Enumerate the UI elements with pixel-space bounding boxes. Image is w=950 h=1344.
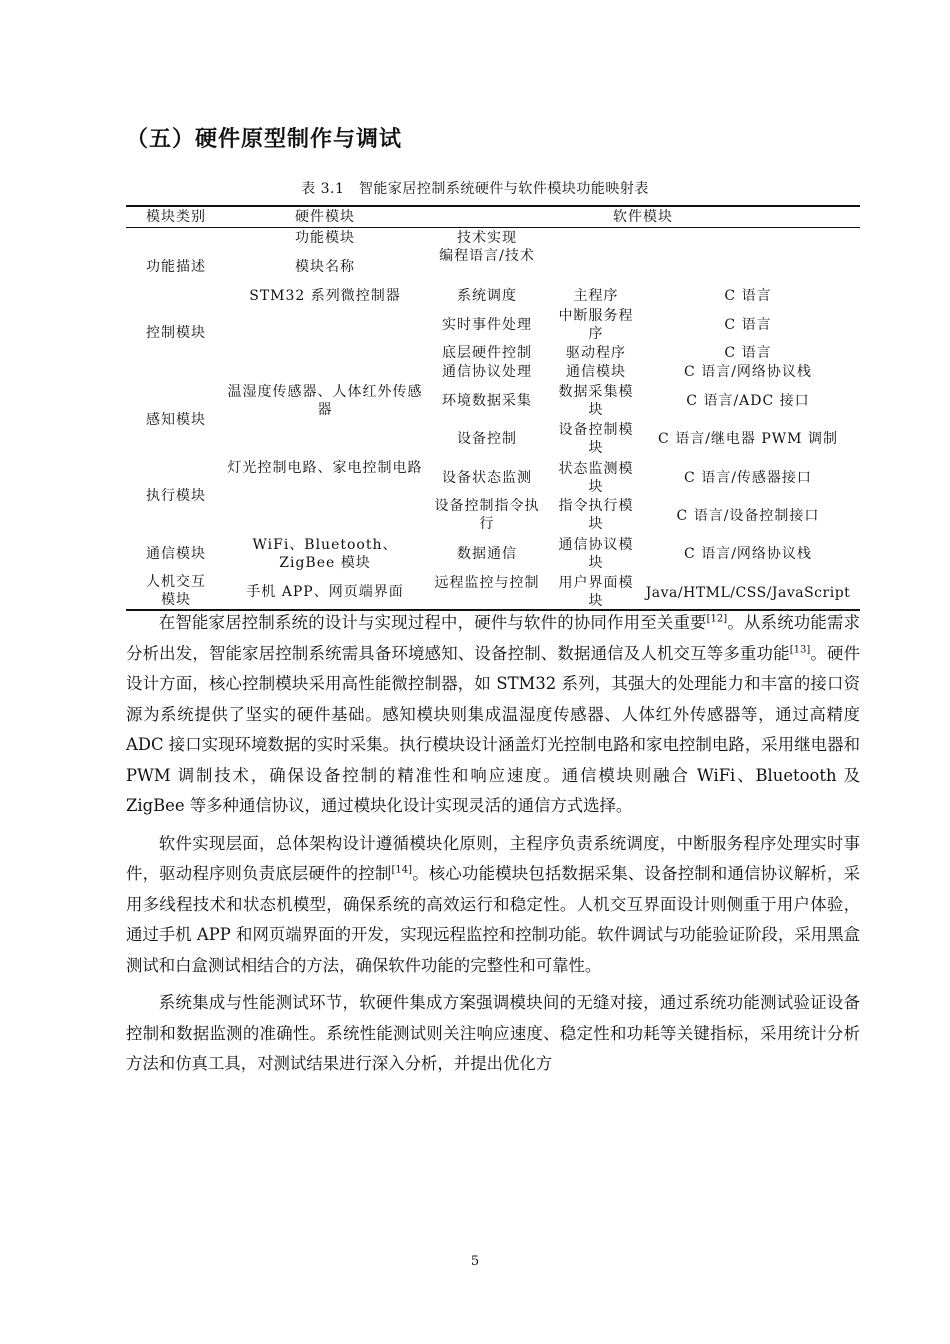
section-heading: （五）硬件原型制作与调试	[126, 127, 403, 152]
paragraph-1-part-a: 在智能家居控制系统的设计与实现过程中，硬件与软件的协同作用至关重要	[158, 613, 707, 632]
sw-module-5: 数据采集模块	[558, 384, 634, 418]
body-text	[126, 608, 860, 1087]
sw-func-2: 实时事件处理	[442, 317, 532, 333]
sw-lang-3: C 语言	[724, 345, 772, 361]
paragraph-1	[126, 608, 860, 822]
sw-module-7: 状态监测模块	[558, 461, 634, 495]
header-software: 软件模块	[613, 209, 673, 225]
sw-module-2: 中断服务程序	[558, 308, 634, 342]
sw-module-3: 驱动程序	[566, 345, 626, 361]
sw-lang-8: C 语言/设备控制接口	[676, 508, 820, 524]
page-number: 5	[470, 1254, 480, 1269]
cat-comm: 通信模块	[146, 546, 206, 562]
citation-14: [14]	[391, 864, 413, 876]
sw-func-9: 数据通信	[457, 546, 517, 562]
paragraph-1-part-c: 。硬件设计方面，核心控制模块采用高性能微控制器，如 STM32 系列，其强大的处理能力和丰富的接口资源为系统提供了坚实的硬件基础。感知模块则集成温湿度传感器、人体红外传感器等，通过高精度 ADC 接口实现环境数据的实时采集。执行模块设计涵盖灯光控制电路和家电控制电路，采用继电器和 PWM 调制技术，确保设备控制的精准性和响应速度。通信模块则融合 WiFi、Bluetooth 及 ZigBee 等多种通信协议，通过模块化设计实现灵活的通信方式选择。	[126, 643, 861, 815]
paragraph-2-part-b: 。核心功能模块包括数据采集、设备控制和通信协议解析，采用多线程技术和状态机模型，确保系统的高效运行和稳定性。人机交互界面设计则侧重于用户体验，通过手机 APP 和网页端界面的开发，实现远程监控和控制功能。软件调试与功能验证阶段，采用黑盒测试和白盒测试相结合的方法，确保软件功能的完整性和可靠性。	[126, 864, 861, 975]
hw-control: STM32 系列微控制器	[249, 288, 401, 304]
sub-hw-name: 模块名称	[295, 259, 355, 275]
sw-module-6: 设备控制模块	[558, 422, 634, 456]
paragraph-1-part-b: 。从系统功能需求分析出发，智能家居控制系统需具备环境感知、设备控制、数据通信及人机交互等多重功能	[126, 613, 861, 663]
cat-control: 控制模块	[146, 325, 206, 341]
sw-lang-6: C 语言/继电器 PWM 调制	[658, 431, 838, 447]
sub-hw-func: 功能模块	[295, 230, 355, 246]
header-hardware: 硬件模块	[295, 209, 355, 225]
paragraph-2	[126, 829, 860, 982]
cat-hmi: 人机交互模块	[146, 574, 206, 608]
sw-lang-1: C 语言	[724, 288, 772, 304]
paragraph-3: 系统集成与性能测试环节，软硬件集成方案强调模块间的无缝对接，通过系统功能测试验证设备控制和数据监测的准确性。系统性能测试则关注响应速度、稳定性和功耗等关键指标，采用统计分析方法和仿真工具，对测试结果进行深入分析，并提出优化方	[126, 993, 860, 1073]
sw-module-9: 通信协议模块	[558, 537, 634, 571]
paragraph-2-part-a: 软件实现层面，总体架构设计遵循模块化原则，主程序负责系统调度，中断服务程序处理实时事件，驱动程序则负责底层硬件的控制	[126, 833, 860, 883]
sw-lang-10: Java/HTML/CSS/JavaScript	[645, 585, 851, 601]
table-top-rule	[126, 205, 860, 207]
header-category: 模块类别	[146, 209, 206, 225]
sub-category: 功能描述	[146, 259, 206, 275]
sw-func-5: 环境数据采集	[442, 393, 532, 409]
sw-lang-2: C 语言	[724, 317, 772, 333]
table-caption: 表 3.1 智能家居控制系统硬件与软件模块功能映射表	[301, 181, 649, 197]
sw-func-8: 设备控制指令执行	[434, 498, 540, 532]
sw-lang-4: C 语言/网络协议栈	[684, 364, 812, 380]
sw-func-1: 系统调度	[457, 288, 517, 304]
citation-13: [13]	[789, 644, 811, 656]
sub-sw-lang: 编程语言/技术	[439, 248, 535, 264]
sw-lang-7: C 语言/传感器接口	[684, 470, 812, 486]
hw-hmi: 手机 APP、网页端界面	[246, 584, 404, 600]
sw-func-6: 设备控制	[457, 431, 517, 447]
hw-exec: 灯光控制电路、家电控制电路	[227, 460, 423, 476]
sw-module-1: 主程序	[573, 288, 619, 304]
sw-func-3: 底层硬件控制	[442, 345, 532, 361]
table-header-rule	[126, 227, 860, 228]
sw-module-8: 指令执行模块	[558, 498, 634, 532]
cat-sense: 感知模块	[146, 412, 206, 428]
sw-func-10: 远程监控与控制	[434, 575, 540, 591]
cat-exec: 执行模块	[146, 488, 206, 504]
sw-module-4: 通信模块	[566, 364, 626, 380]
sw-func-4: 通信协议处理	[442, 364, 532, 380]
sw-module-10: 用户界面模块	[558, 575, 634, 609]
sw-lang-9: C 语言/网络协议栈	[684, 546, 812, 562]
sw-func-7: 设备状态监测	[442, 470, 532, 486]
hw-sense: 温湿度传感器、人体红外传感器	[227, 384, 423, 418]
citation-12: [12]	[706, 613, 728, 625]
sw-lang-5: C 语言/ADC 接口	[686, 393, 810, 409]
sub-sw-impl: 技术实现	[457, 230, 517, 246]
hw-comm: WiFi、Bluetooth、ZigBee 模块	[252, 537, 398, 571]
